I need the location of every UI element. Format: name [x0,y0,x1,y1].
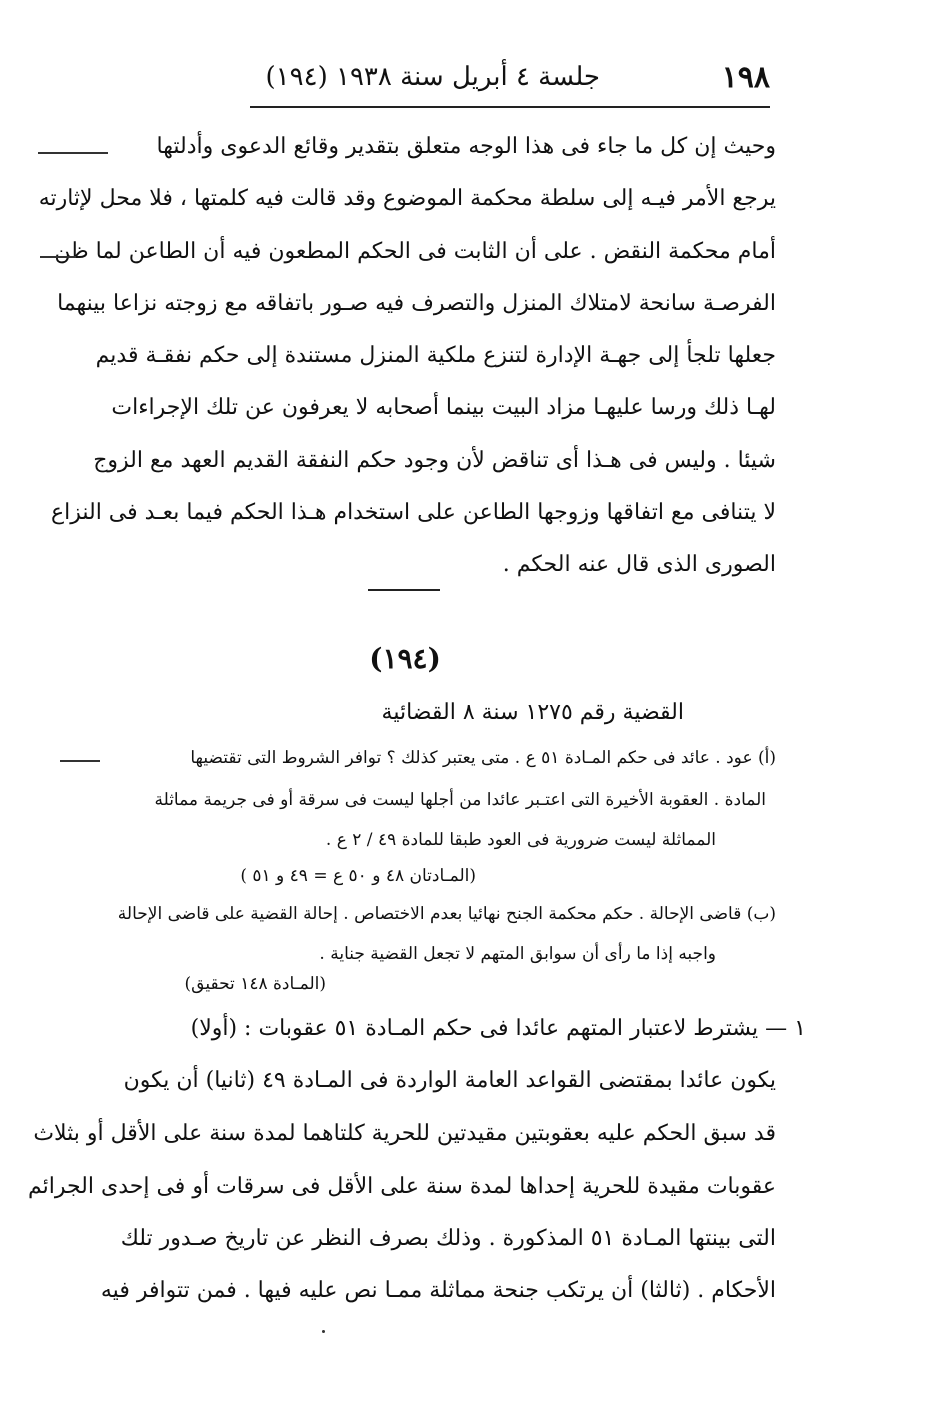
section-separator [368,589,440,591]
case-reference: القضية رقم ١٢٧٥ سنة ٨ القضائية [381,700,684,725]
page-header [250,54,770,104]
body-line: أمام محكمة النقض . على أن الثابت فى الحكم المطعون فيه أن الطاعن لما ظن [54,239,776,264]
margin-mark [60,760,100,762]
main-line: يكون عائدا بمقتضى القواعد العامة الواردة فى المـادة ٤٩ (ثانيا) أن يكون [123,1068,776,1093]
page-number: ١٩٨ [721,60,770,95]
body-line: وحيث إن كل ما جاء فى هذا الوجه متعلق بتقدير وقائع الدعوى وأدلتها [156,134,776,159]
running-title: جلسة ٤ أبريل سنة ١٩٣٨ (١٩٤) [265,62,600,92]
body-line: جعلها تلجأ إلى جهـة الإدارة لتنزع ملكية المنزل مستندة إلى حكم نفقـة قديم [95,343,776,368]
summary-line: واجبه إذا ما رأى أن سوابق المتهم لا تجعل القضية جناية . [319,944,716,964]
main-line: التى بينتها المـادة ٥١ المذكورة . وذلك بصرف النظر عن تاريخ صـدور تلك [120,1226,776,1251]
header-rule [250,106,770,108]
page-dot [322,1330,325,1333]
margin-mark [38,152,108,154]
body-line: لا يتنافى مع اتفاقها وزوجها الطاعن على استخدام هـذا الحكم فيما بعـد فى النزاع [50,500,776,525]
summary-line: (المـادة ١٤٨ تحقيق) [184,974,326,994]
main-line: قد سبق الحكم عليه بعقوبتين مقيدتين للحرية كلتاهما لمدة سنة على الأقل أو بثلاث [33,1121,776,1146]
main-line: ١ — يشترط لاعتبار المتهم عائدا فى حكم المـادة ٥١ عقوبات : (أولا) [190,1016,806,1041]
main-line: عقوبات مقيدة للحرية إحداها لمدة سنة على الأقل فى سرقات أو فى إحدى الجرائم [27,1174,776,1199]
summary-line: (ب) قاضى الإحالة . حكم محكمة الجنح نهائيا بعدم الاختصاص . إحالة القضية على قاضى الإحالة [117,904,776,924]
summary-line: المادة . العقوبة الأخيرة التى اعتـبر عائدا من أجلها ليست فى سرقة أو فى جريمة مماثلة [154,790,766,810]
body-line: الصورى الذى قال عنه الحكم . [502,552,776,577]
summary-line: المماثلة ليست ضرورية فى العود طبقا للمادة ٤٩ / ٢ ع . [325,830,716,850]
body-line: لهـا ذلك ورسا عليهـا مزاد البيت بينما أصحابه لا يعرفون عن تلك الإجراءات [111,395,776,420]
body-line: شيئا . وليس فى هـذا أى تناقض لأن وجود حكم النفقة القديم العهد مع الزوج [93,448,776,473]
body-line: يرجع الأمر فيـه إلى سلطة محكمة الموضوع وقد قالت فيه كلمتها ، فلا محل لإثارته [38,186,776,211]
case-number: (١٩٤) [369,642,441,675]
main-line: الأحكام . (ثالثا) أن يرتكب جنحة مماثلة ممـا نص عليه فيها . فمن تتوافر فيه [100,1278,776,1303]
body-line: الفرصـة سانحة لامتلاك المنزل والتصرف فيه صـور باتفاقه مع زوجته نزاعا بينهما [57,291,776,316]
margin-mark [40,256,76,258]
summary-line: (المـادتان ٤٨ و ٥٠ ع = ٤٩ و ٥١ ) [240,866,476,886]
summary-line: (أ) عود . عائد فى حكم المـادة ٥١ ع . متى يعتبر كذلك ؟ توافر الشروط التى تقتضيها [190,748,776,768]
